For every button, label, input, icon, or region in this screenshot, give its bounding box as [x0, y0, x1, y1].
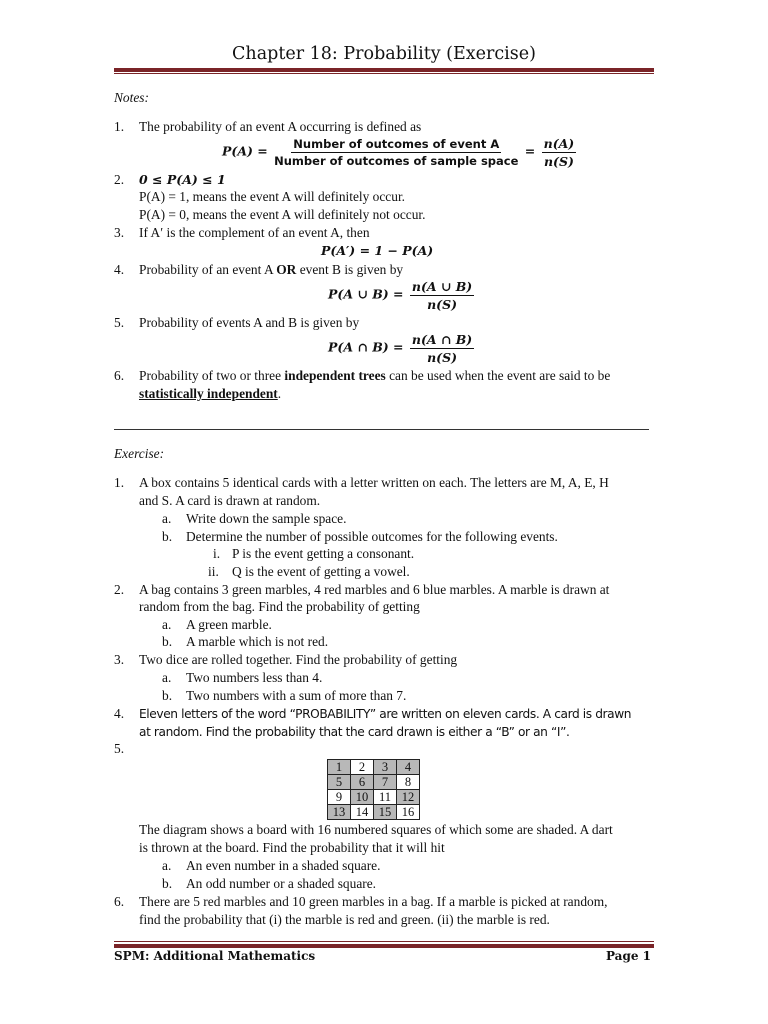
grid-cell: 3: [374, 760, 397, 775]
q6-line-1: There are 5 red marbles and 10 green marbles in a bag. If a marble is picked at random,: [139, 894, 608, 909]
grid-cell: 5: [328, 775, 351, 790]
note-6-number: 6.: [114, 368, 125, 383]
q1-a-text: Write down the sample space.: [186, 511, 347, 526]
q1-line-2: and S. A card is drawn at random.: [139, 493, 321, 508]
note-3-formula: P(A′) = 1 − P(A): [321, 243, 434, 258]
notes-heading: Notes:: [114, 90, 149, 105]
dart-board-grid: [327, 759, 420, 820]
grid-cell: 2: [351, 760, 374, 775]
note-4-formula: [328, 279, 477, 312]
note-2-formula: 0 ≤ P(A) ≤ 1: [139, 172, 226, 187]
q5-line-2: is thrown at the board. Find the probability that it will hit: [139, 840, 445, 855]
q3-number: 3.: [114, 652, 125, 667]
footer-rule-thin: [114, 941, 654, 942]
grid-cell: 16: [397, 805, 420, 820]
note-4-pre: Probability of an event A: [139, 262, 273, 277]
grid-cell: 12: [397, 790, 420, 805]
q1-a-label: a.: [162, 511, 172, 526]
note-1-number: 1.: [114, 119, 125, 134]
note-1-formula: [222, 136, 579, 169]
header-rule-thick: [114, 68, 654, 72]
note-6-line-2: [139, 386, 281, 402]
note-6-text: [139, 368, 610, 384]
note-6-bold: independent trees: [284, 368, 386, 383]
q5-b-label: b.: [162, 876, 173, 891]
grid-cell: 1: [328, 760, 351, 775]
note-5-frac-num: n(A ∩ B): [411, 332, 473, 347]
grid-cell: 10: [351, 790, 374, 805]
q3-line-1: Two dice are rolled together. Find the probability of getting: [139, 652, 458, 667]
q2-a-label: a.: [162, 617, 172, 632]
grid-cell: 14: [351, 805, 374, 820]
q6-line-2: find the probability that (i) the marble is red and green. (ii) the marble is red.: [139, 912, 550, 927]
q1-i-text: P is the event getting a consonant.: [232, 546, 415, 561]
note-3-number: 3.: [114, 225, 125, 240]
q1-ii-text: Q is the event of getting a vowel.: [232, 564, 410, 579]
note-4-lhs: P(A ∪ B) =: [328, 286, 404, 302]
note-5-text: Probability of events A and B is given by: [139, 315, 360, 330]
q3-b-text: Two numbers with a sum of more than 7.: [186, 688, 407, 703]
grid-cell: 13: [328, 805, 351, 820]
q1-b-label: b.: [162, 529, 173, 544]
note-4-post: event B is given by: [299, 262, 404, 277]
q5-line-1: The diagram shows a board with 16 numbered squares of which some are shaded. A dart: [139, 822, 613, 837]
footer-rule-thick: [114, 944, 654, 948]
q2-line-2: random from the bag. Find the probability of getting: [139, 599, 420, 614]
q1-line-1: A box contains 5 identical cards with a letter written on each. The letters are M, A, E, H: [139, 475, 609, 490]
q5-a-label: a.: [162, 858, 172, 873]
note-5-lhs: P(A ∩ B) =: [328, 339, 404, 355]
q2-number: 2.: [114, 582, 125, 597]
page-title: Chapter 18: Probability (Exercise): [232, 44, 536, 64]
grid-cell: 4: [397, 760, 420, 775]
note-6-period: .: [277, 386, 282, 401]
note-1-lhs: P(A) =: [222, 143, 268, 159]
q3-a-text: Two numbers less than 4.: [186, 670, 323, 685]
note-1-text: The probability of an event A occurring is defined as: [139, 119, 422, 134]
note-4-frac-num: n(A ∪ B): [411, 279, 473, 294]
q5-a-text: An even number in a shaded square.: [186, 858, 381, 873]
q3-b-label: b.: [162, 688, 173, 703]
note-2-line-1: P(A) = 1, means the event A will definitely occur.: [139, 189, 406, 204]
grid-cell: 6: [351, 775, 374, 790]
q6-number: 6.: [114, 894, 125, 909]
note-1-eq: =: [524, 143, 536, 159]
note-1-frac2-den: n(S): [543, 154, 574, 169]
grid-cell: 11: [374, 790, 397, 805]
note-4-text: [139, 262, 403, 278]
note-2-number: 2.: [114, 172, 125, 187]
grid-cell: 8: [397, 775, 420, 790]
q5-number: 5.: [114, 741, 125, 756]
q2-a-text: A green marble.: [186, 617, 272, 632]
note-6-underlined: statistically independent: [139, 386, 278, 401]
q4-number: 4.: [114, 706, 125, 721]
note-3-text: If A′ is the complement of an event A, then: [139, 225, 370, 240]
q1-i-label: i.: [213, 546, 221, 561]
note-1-frac-num: Number of outcomes of event A: [293, 137, 500, 151]
note-6-pre: Probability of two or three: [139, 368, 282, 383]
note-5-formula: [328, 332, 477, 365]
grid-cell: 15: [374, 805, 397, 820]
footer-subject: SPM: Additional Mathematics: [114, 949, 316, 963]
note-6-post: can be used when the event are said to be: [389, 368, 611, 383]
q2-b-text: A marble which is not red.: [186, 634, 329, 649]
note-4-or: OR: [276, 262, 297, 277]
q4-line-1: Eleven letters of the word “PROBABILITY” are written on eleven cards. A card is drawn: [139, 707, 632, 721]
note-5-frac-den: n(S): [427, 350, 458, 365]
q2-line-1: A bag contains 3 green marbles, 4 red marbles and 6 blue marbles. A marble is drawn at: [139, 582, 610, 597]
q2-b-label: b.: [162, 634, 173, 649]
note-1-frac-den: Number of outcomes of sample space: [274, 154, 519, 168]
q4-line-2: at random. Find the probability that the card drawn is either a “B” or an “I”.: [139, 725, 570, 739]
note-1-frac2-num: n(A): [543, 136, 575, 151]
q5-b-text: An odd number or a shaded square.: [186, 876, 377, 891]
exercise-heading: Exercise:: [114, 446, 165, 461]
grid-cell: 7: [374, 775, 397, 790]
footer-page-number: Page 1: [605, 949, 651, 963]
header-rule-thin: [114, 73, 654, 74]
q1-ii-label: ii.: [208, 564, 219, 579]
q3-a-label: a.: [162, 670, 172, 685]
q1-b-text: Determine the number of possible outcomes for the following events.: [186, 529, 558, 544]
q1-number: 1.: [114, 475, 125, 490]
grid-cell: 9: [328, 790, 351, 805]
note-4-frac-den: n(S): [427, 297, 458, 312]
note-2-line-2: P(A) = 0, means the event A will definitely not occur.: [139, 207, 426, 222]
note-5-number: 5.: [114, 315, 125, 330]
note-4-number: 4.: [114, 262, 125, 277]
section-divider: [114, 429, 649, 430]
